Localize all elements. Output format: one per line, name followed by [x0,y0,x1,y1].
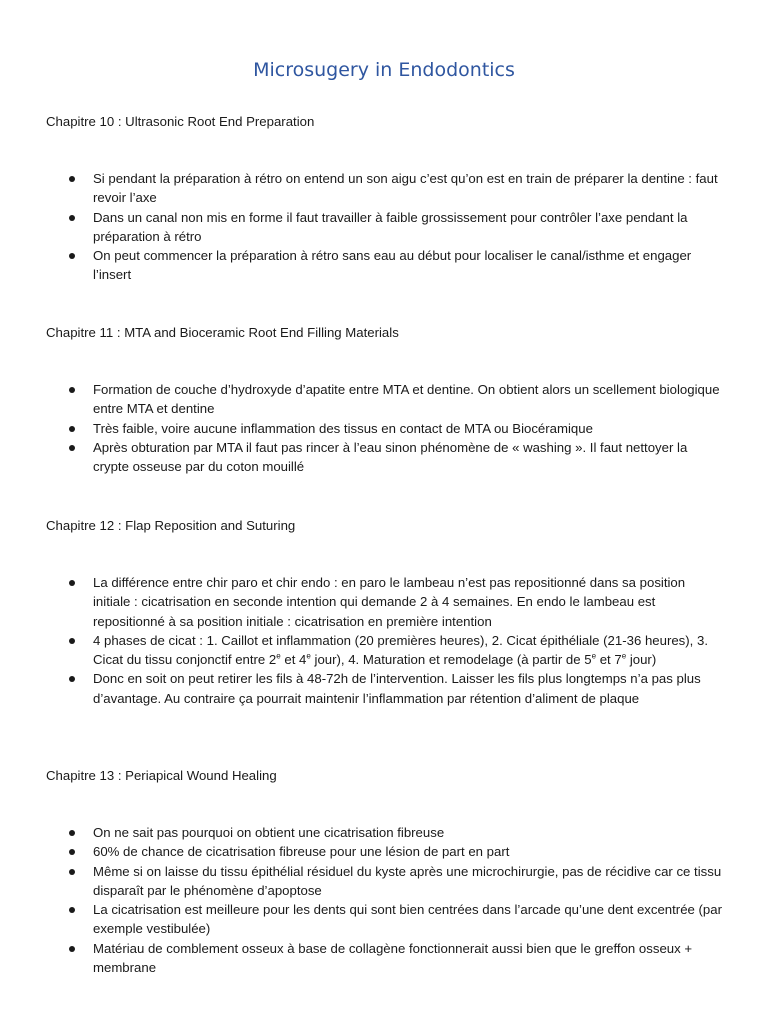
bullet-icon [69,215,75,221]
list-item-text-part: et 7 [596,652,622,668]
list-item [46,939,722,978]
list-item-text: La différence entre chir paro et chir endo : en paro le lambeau n’est pas repositionné dans sa position initiale : cicatrisation en seconde intention qui demande 2 à 4 semaines. En endo le lambeau est repositionné à sa position initiale : cicatrisation en première intention [93,575,686,629]
bullet-icon [69,253,75,259]
list-item-text-part: et 4 [280,652,307,668]
list-item-text: Matériau de comblement osseux à base de collagène fonctionnerait aussi bien que le greffon osseux + membrane [93,940,693,976]
list-item-text-part: jour), 4. Maturation et remodelage (à partir de 5 [310,652,592,668]
bullet-list [46,169,722,285]
chapter-13 [46,766,722,977]
bullet-list [46,380,722,476]
list-item-text: 60% de chance de cicatrisation fibreuse pour une lésion de part en part [93,844,510,860]
list-item-text: Même si on laisse du tissu épithélial résiduel du kyste après une microchirurgie, pas de récidive car ce tissu disparaît par le phénomène d’apoptose [93,863,722,898]
chapter-heading: Chapitre 13 : Periapical Wound Healing [46,768,277,783]
list-item-text: Formation de couche d’hydroxyde d’apatite entre MTA et dentine. On obtient alors un scellement biologique entre MTA et dentine [93,382,720,417]
list-item [46,208,722,247]
list-item-text: Après obturation par MTA il faut pas rincer à l’eau sinon phénomène de « washing ». Il faut nettoyer la crypte osseuse par du coton mouillé [93,439,688,475]
bullet-icon [69,445,75,451]
bullet-icon [69,907,75,913]
list-item [46,823,722,842]
superscript: e [621,651,627,661]
superscript: e [306,651,311,661]
list-item [46,900,722,939]
superscript: e [276,651,281,661]
bullet-icon [69,580,75,586]
list-item [46,669,722,708]
superscript: e [591,651,597,661]
document-title: Microsugery in Endodontics [253,59,515,81]
bullet-icon [69,869,75,875]
list-item [46,862,722,901]
chapter-10 [46,112,722,285]
list-item [46,438,722,477]
chapter-12 [46,516,722,708]
list-item [46,573,722,631]
list-item-text-part: jour) [626,652,657,668]
bullet-icon [69,426,75,432]
list-item-text-part: 4 phases de cicat : 1. Caillot et inflammation (20 premières heures), 2. Cicat épithéliale (21-36 heures), 3. Cicat du tissu conjonctif entre 2 [93,632,708,668]
bullet-icon [69,676,75,682]
list-item [46,842,722,861]
list-item [46,380,722,419]
bullet-icon [69,849,75,855]
chapter-heading: Chapitre 12 : Flap Reposition and Suturing [46,518,296,533]
list-item-text: Très faible, voire aucune inflammation des tissus en contact de MTA ou Biocéramique [93,420,593,436]
chapter-heading: Chapitre 11 : MTA and Bioceramic Root End Filling Materials [46,325,399,340]
bullet-icon [69,830,75,836]
list-item [46,631,722,670]
list-item-text: Donc en soit on peut retirer les fils à 48-72h de l’intervention. Laisser les fils plus longtemps n’a pas plus d’avantage. Au contraire ça pourrait maintenir l’inflammation par rétention d’aliment de plaque [93,671,701,706]
bullet-list [46,573,722,708]
list-item-text: Si pendant la préparation à rétro on entend un son aigu c’est qu’on est en train de préparer la dentine : faut revoir l’axe [93,171,718,206]
bullet-icon [69,387,75,393]
list-item-text: Dans un canal non mis en forme il faut travailler à faible grossissement pour contrôler l’axe pendant la préparation à rétro [93,209,688,244]
bullet-icon [69,946,75,952]
list-item [46,246,722,285]
bullet-list [46,823,722,977]
list-item-text: On ne sait pas pourquoi on obtient une cicatrisation fibreuse [93,825,445,840]
list-item-text: La cicatrisation est meilleure pour les dents qui sont bien centrées dans l’arcade qu’une dent excentrée (par exemple vestibulée) [93,902,722,937]
chapter-11 [46,323,722,476]
bullet-icon [69,176,75,182]
chapter-heading: Chapitre 10 : Ultrasonic Root End Preparation [46,114,315,129]
list-item-text: On peut commencer la préparation à rétro sans eau au début pour localiser le canal/isthme et engager l’insert [93,248,692,283]
list-item [46,169,722,208]
bullet-icon [69,638,75,644]
list-item [46,419,722,438]
